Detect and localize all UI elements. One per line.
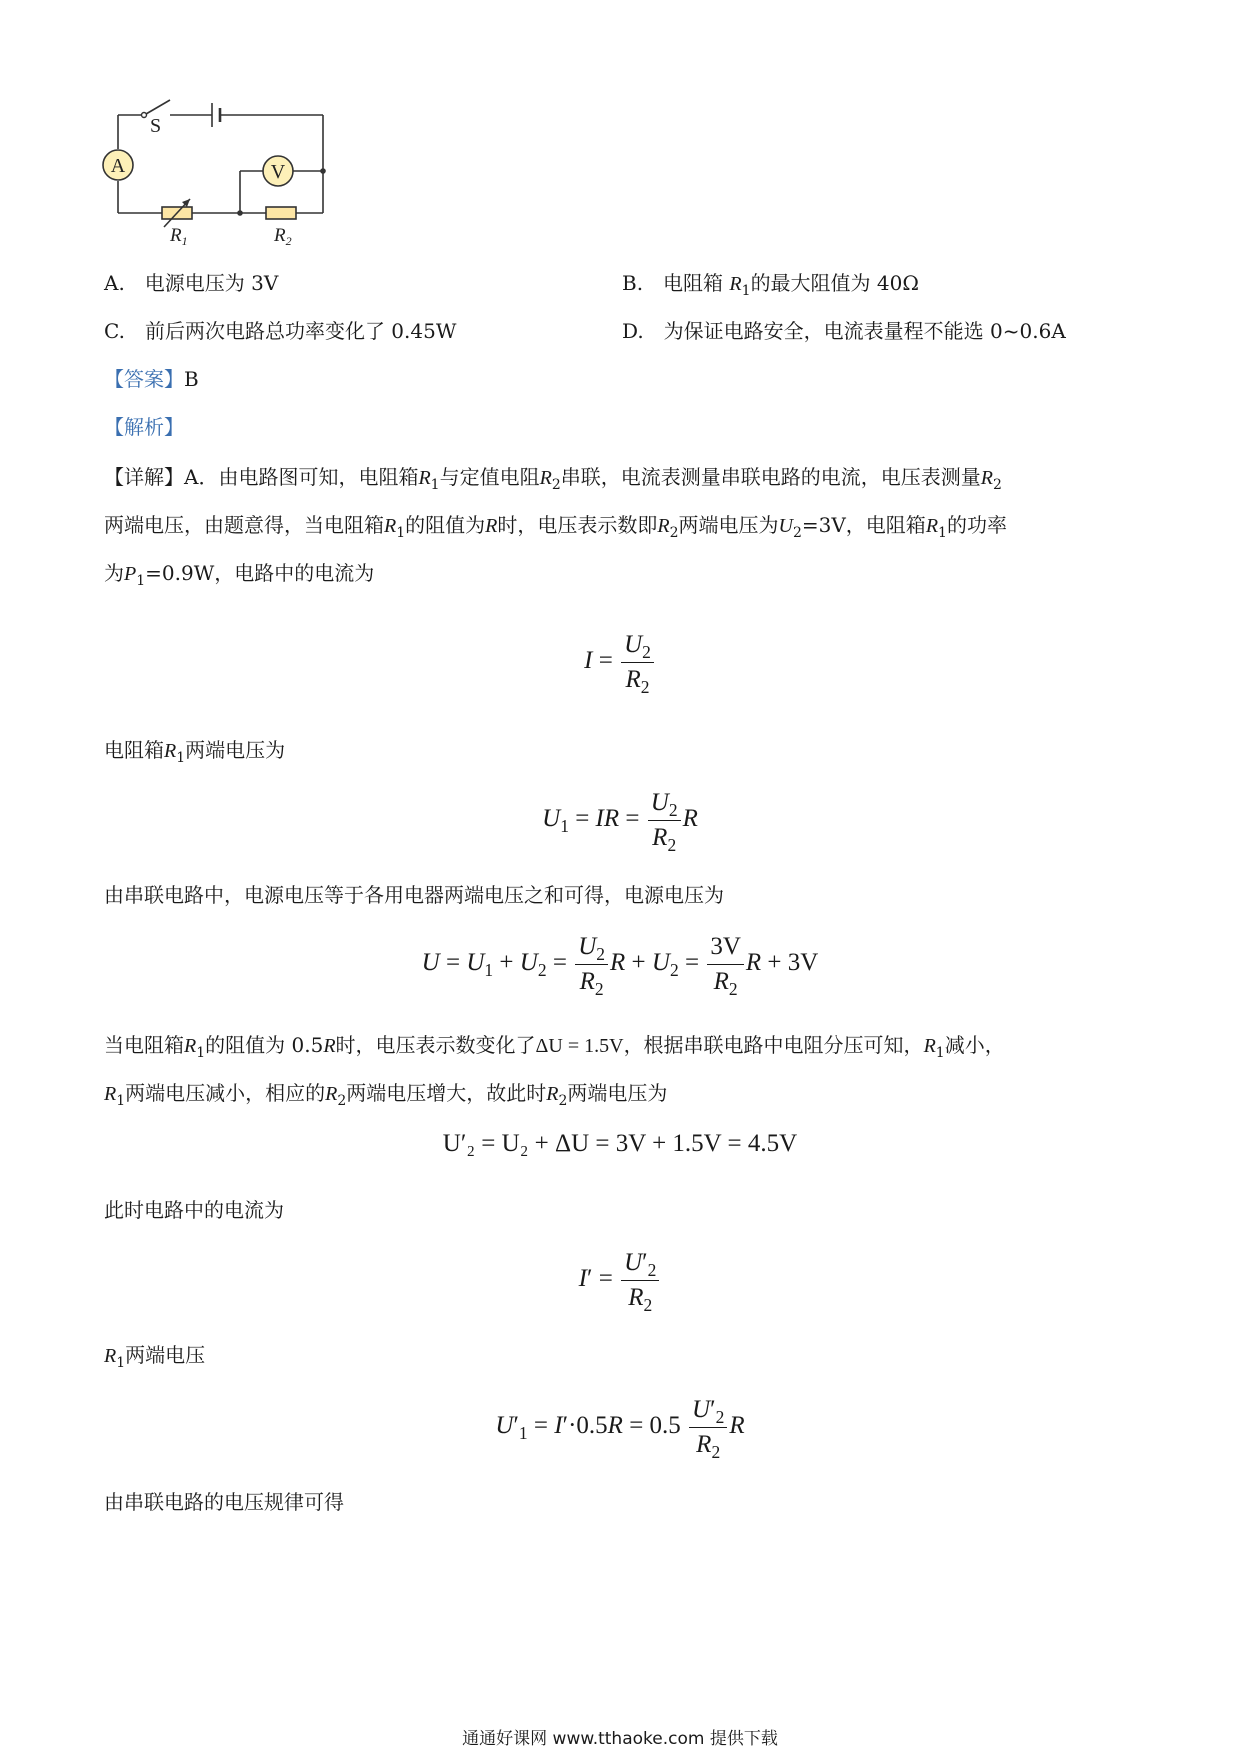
detail-p3: 串联，电流表测量串联电路的电流，电压表测量 bbox=[560, 465, 981, 489]
detail-line-3: 为$P_1=0.9W$，电路中的电流为 bbox=[104, 561, 375, 589]
footer: 通通好课网 www.tthaoke.com 提供下载 bbox=[462, 1729, 778, 1749]
detail-p9: 的功率 bbox=[946, 513, 1007, 537]
r1-sub: 1 bbox=[181, 234, 188, 248]
detail-p4: 两端电压，由题意得，当电阻箱 bbox=[104, 513, 384, 537]
delta-u: ΔU = 1.5V bbox=[535, 1035, 624, 1057]
formula-u1-prime: $U'_1 = I'\cdot 0.5R = 0.5$ $\frac{U'_2}{R_2}$ R bbox=[495, 1396, 745, 1462]
text-t4b: 两端电压增大，故此时 bbox=[346, 1081, 547, 1105]
text-t3b: 的阻值为 0.5 bbox=[205, 1033, 324, 1057]
text-line-5: 此时电路中的电流为 bbox=[104, 1198, 284, 1222]
text-line-7: 由串联电路的电压规律可得 bbox=[104, 1490, 344, 1514]
detail-p5: 的阻值为 bbox=[405, 513, 486, 537]
detail-p1: A．由电路图可知，电阻箱 bbox=[184, 465, 419, 489]
text-t3e: 减小， bbox=[944, 1033, 1005, 1057]
voltmeter-label: V bbox=[270, 161, 286, 183]
detail-line-1: 【详解】A．由电路图可知，电阻箱$R_1$与定值电阻$R_2$串联，电流表测量串联电路的电流，电压表测量$R_2$ bbox=[104, 465, 1002, 493]
text-line-3: 当电阻箱$R_1$的阻值为 0.5R时，电压表示数变化了ΔU = 1.5V，根据串联电路中电阻分压可知，$R_1$减小， bbox=[104, 1033, 1005, 1061]
text-t4c: 两端电压为 bbox=[567, 1081, 668, 1105]
option-b-suffix: 的最大阻值为 40Ω bbox=[750, 271, 919, 295]
answer-value: B bbox=[184, 367, 199, 391]
formula-source-voltage: $U = U_1 + U_2$ = $\frac{U_2}{R_2}$ $R + U_2$ = $\frac{3V}{R_2}$ R + 3V bbox=[421, 933, 819, 999]
option-b: B. 电阻箱 $R_1$的最大阻值为 40Ω bbox=[622, 271, 919, 299]
svg-text:R2 bbox=[273, 225, 292, 248]
text-line-1: 电阻箱$R_1$两端电压为 bbox=[104, 738, 286, 766]
detail-p8: =3V，电阻箱 bbox=[801, 513, 926, 537]
r2-sub: 2 bbox=[285, 234, 292, 248]
text-t4a: 两端电压减小，相应的 bbox=[125, 1081, 326, 1105]
ammeter-label: A bbox=[110, 155, 126, 177]
r1-label: R bbox=[170, 225, 182, 246]
option-b-prefix: B. 电阻箱 bbox=[622, 271, 730, 295]
formula-u2-prime: U′₂ = U₂ + ΔU = 3V + 1.5V = 4.5V bbox=[442, 1130, 798, 1157]
switch-label: S bbox=[150, 115, 162, 137]
text-line-2: 由串联电路中，电源电压等于各用电器两端电压之和可得，电源电压为 bbox=[104, 883, 724, 907]
circuit-diagram bbox=[100, 95, 370, 255]
answer-line bbox=[104, 364, 199, 394]
text-line-6: $R_1$两端电压 bbox=[104, 1343, 206, 1371]
text-t6: 两端电压 bbox=[125, 1343, 206, 1367]
detail-label: 【详解】 bbox=[104, 465, 184, 489]
text-t3d: ，根据串联电路中电阻分压可知， bbox=[623, 1033, 924, 1057]
svg-text:R1 bbox=[169, 225, 188, 248]
analysis-label: 【解析】 bbox=[104, 415, 184, 439]
detail-p7: 两端电压为 bbox=[678, 513, 779, 537]
option-a: A. 电源电压为 3V bbox=[104, 271, 279, 295]
detail-p11: =0.9W，电路中的电流为 bbox=[145, 561, 375, 585]
text-t3a: 当电阻箱 bbox=[104, 1033, 184, 1057]
text-line-4: $R_1$两端电压减小，相应的$R_2$两端电压增大，故此时$R_2$两端电压为 bbox=[104, 1081, 668, 1109]
detail-line-2: 两端电压，由题意得，当电阻箱$R_1$的阻值为R时，电压表示数即$R_2$两端电压为$U_2=3V$，电阻箱$R_1$的功率 bbox=[104, 513, 1007, 541]
text-t3c: 时，电压表示数变化了 bbox=[335, 1033, 536, 1057]
formula-current-prime: I′ = $\frac{U'_2}{R_2}$ bbox=[0, 1248, 1240, 1313]
answer-label: 【答案】 bbox=[104, 367, 184, 391]
formula-u1: $U_1$ = IR = $\frac{U_2}{R_2}$ R bbox=[542, 789, 698, 855]
option-c: C. 前后两次电路总功率变化了 0.45W bbox=[104, 319, 457, 343]
formula-current: I = $\frac{U_2}{R_2}$ bbox=[0, 630, 1240, 695]
text-t1: 电阻箱 bbox=[104, 738, 164, 762]
detail-p6: 时，电压表示数即 bbox=[497, 513, 658, 537]
detail-p10: 为 bbox=[104, 561, 124, 585]
r2-label: R bbox=[274, 225, 286, 246]
detail-p2: 与定值电阻 bbox=[439, 465, 540, 489]
option-d: D. 为保证电路安全，电流表量程不能选 0~0.6A bbox=[622, 319, 1066, 343]
text-t1b: 两端电压为 bbox=[185, 738, 286, 762]
